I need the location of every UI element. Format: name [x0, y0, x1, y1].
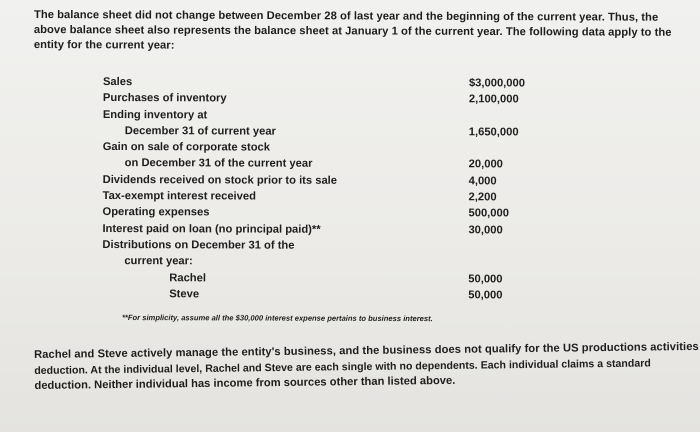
table-row-operating [102, 204, 542, 222]
intro-line-1: The balance sheet did not change between December 28 of last year and the beginning of the current year. Thus, the [33, 8, 659, 24]
table-row-tax-exempt [103, 188, 543, 206]
dividends-label: Dividends received on stock prior to its sale [102, 173, 338, 187]
table-row-rachel [102, 270, 542, 288]
table-row-ending-inventory [103, 107, 543, 125]
dividends-value: 4,000 [468, 175, 497, 188]
gain-value: 20,000 [468, 158, 503, 171]
data-table [102, 74, 543, 304]
steve-value: 50,000 [468, 289, 503, 302]
operating-label: Operating expenses [102, 206, 210, 219]
table-row-sales [103, 74, 543, 92]
table-row-gain [103, 139, 543, 157]
sales-value: $3,000,000 [468, 77, 525, 90]
interest-label: Interest paid on loan (no principal paid)** [102, 222, 321, 236]
ending-inventory-label: Ending inventory at [102, 108, 208, 121]
closing-line-2: deduction. At the individual level, Rachel and Steve are each single with no dependents. Each individual claims a standard [34, 356, 651, 377]
table-row-steve [102, 286, 542, 304]
rachel-value: 50,000 [468, 272, 503, 285]
table-row-ending-inventory-date [103, 123, 543, 141]
table-row-gain-date [103, 155, 543, 173]
purchases-label: Purchases of inventory [102, 92, 227, 105]
interest-value: 30,000 [468, 223, 503, 237]
rachel-label: Rachel [169, 271, 206, 284]
intro-line-2: above balance sheet also represents the balance sheet at January 1 of the current year. The following data apply to the [33, 23, 672, 39]
table-row-purchases [103, 90, 543, 108]
purchases-value: 2,100,000 [468, 93, 519, 106]
ending-inventory-value: 1,650,000 [468, 126, 519, 139]
intro-line-3: entity for the current year: [33, 38, 175, 52]
ending-inventory-sublabel: December 31 of current year [124, 124, 276, 138]
gain-sublabel: on December 31 of the current year [124, 157, 313, 171]
operating-value: 500,000 [468, 207, 509, 220]
interest-footnote: **For simplicity, assume all the $30,000 interest expense pertains to business interest. [121, 313, 433, 324]
table-row-dividends [103, 172, 543, 190]
gain-label: Gain on sale of corporate stock [102, 141, 270, 154]
closing-line-3: deduction. Neither individual has income from sources other than listed above. [34, 374, 456, 392]
steve-label: Steve [169, 288, 200, 301]
closing-paragraph [34, 340, 699, 394]
distributions-sublabel: current year: [124, 255, 193, 268]
sales-label: Sales [102, 75, 133, 89]
distributions-label: Distributions on December 31 of the [102, 238, 295, 252]
closing-line-1: Rachel and Steve actively manage the entity's business, and the business does not qualify for the US productions activities [34, 340, 699, 361]
table-row-distributions-year [102, 253, 542, 271]
table-row-interest [102, 221, 542, 239]
tax-exempt-label: Tax-exempt interest received [102, 190, 256, 203]
intro-paragraph [34, 8, 684, 56]
table-row-distributions [102, 237, 542, 255]
tax-exempt-value: 2,200 [468, 191, 497, 204]
